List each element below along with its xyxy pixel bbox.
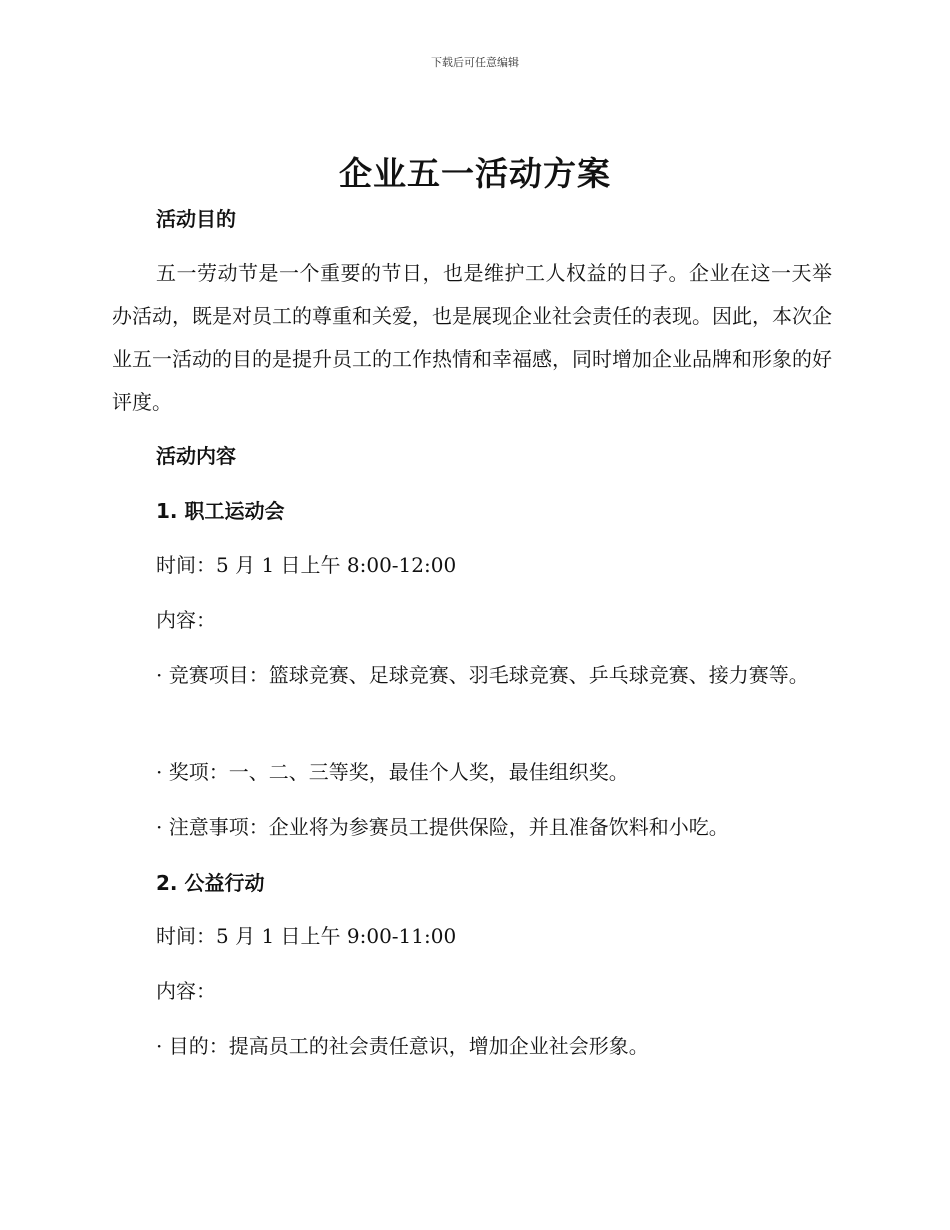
purpose-heading: 活动目的: [156, 207, 236, 231]
purpose-paragraph: 五一劳动节是一个重要的节日，也是维护工人权益的日子。企业在这一天举办活动，既是对员工的尊重和关爱，也是展现企业社会责任的表现。因此，本次企业五一活动的目的是提升员工的工作热情和幸福感，同时增加企业品牌和形象的好评度。: [112, 261, 832, 414]
item2-content-label: 内容：: [156, 979, 216, 1003]
item1-content-label: 内容：: [156, 608, 216, 632]
content-heading: 活动内容: [156, 444, 236, 468]
item1-heading: 1. 职工运动会: [156, 499, 285, 523]
item1-awards: · 奖项：一、二、三等奖，最佳个人奖，最佳组织奖。: [156, 760, 629, 784]
item2-goal: · 目的：提高员工的社会责任意识，增加企业社会形象。: [156, 1034, 649, 1058]
header-note: 下载后可任意编辑: [431, 56, 519, 69]
item1-competition: · 竞赛项目：篮球竞赛、足球竞赛、羽毛球竞赛、乒乓球竞赛、接力赛等。: [156, 663, 809, 687]
document-title: 企业五一活动方案: [339, 154, 611, 193]
item1-time: 时间：5 月 1 日上午 8:00-12:00: [156, 553, 457, 577]
item1-notes: · 注意事项：企业将为参赛员工提供保险，并且准备饮料和小吃。: [156, 815, 729, 839]
item2-time: 时间：5 月 1 日上午 9:00-11:00: [156, 924, 457, 948]
item2-heading: 2. 公益行动: [156, 871, 265, 895]
